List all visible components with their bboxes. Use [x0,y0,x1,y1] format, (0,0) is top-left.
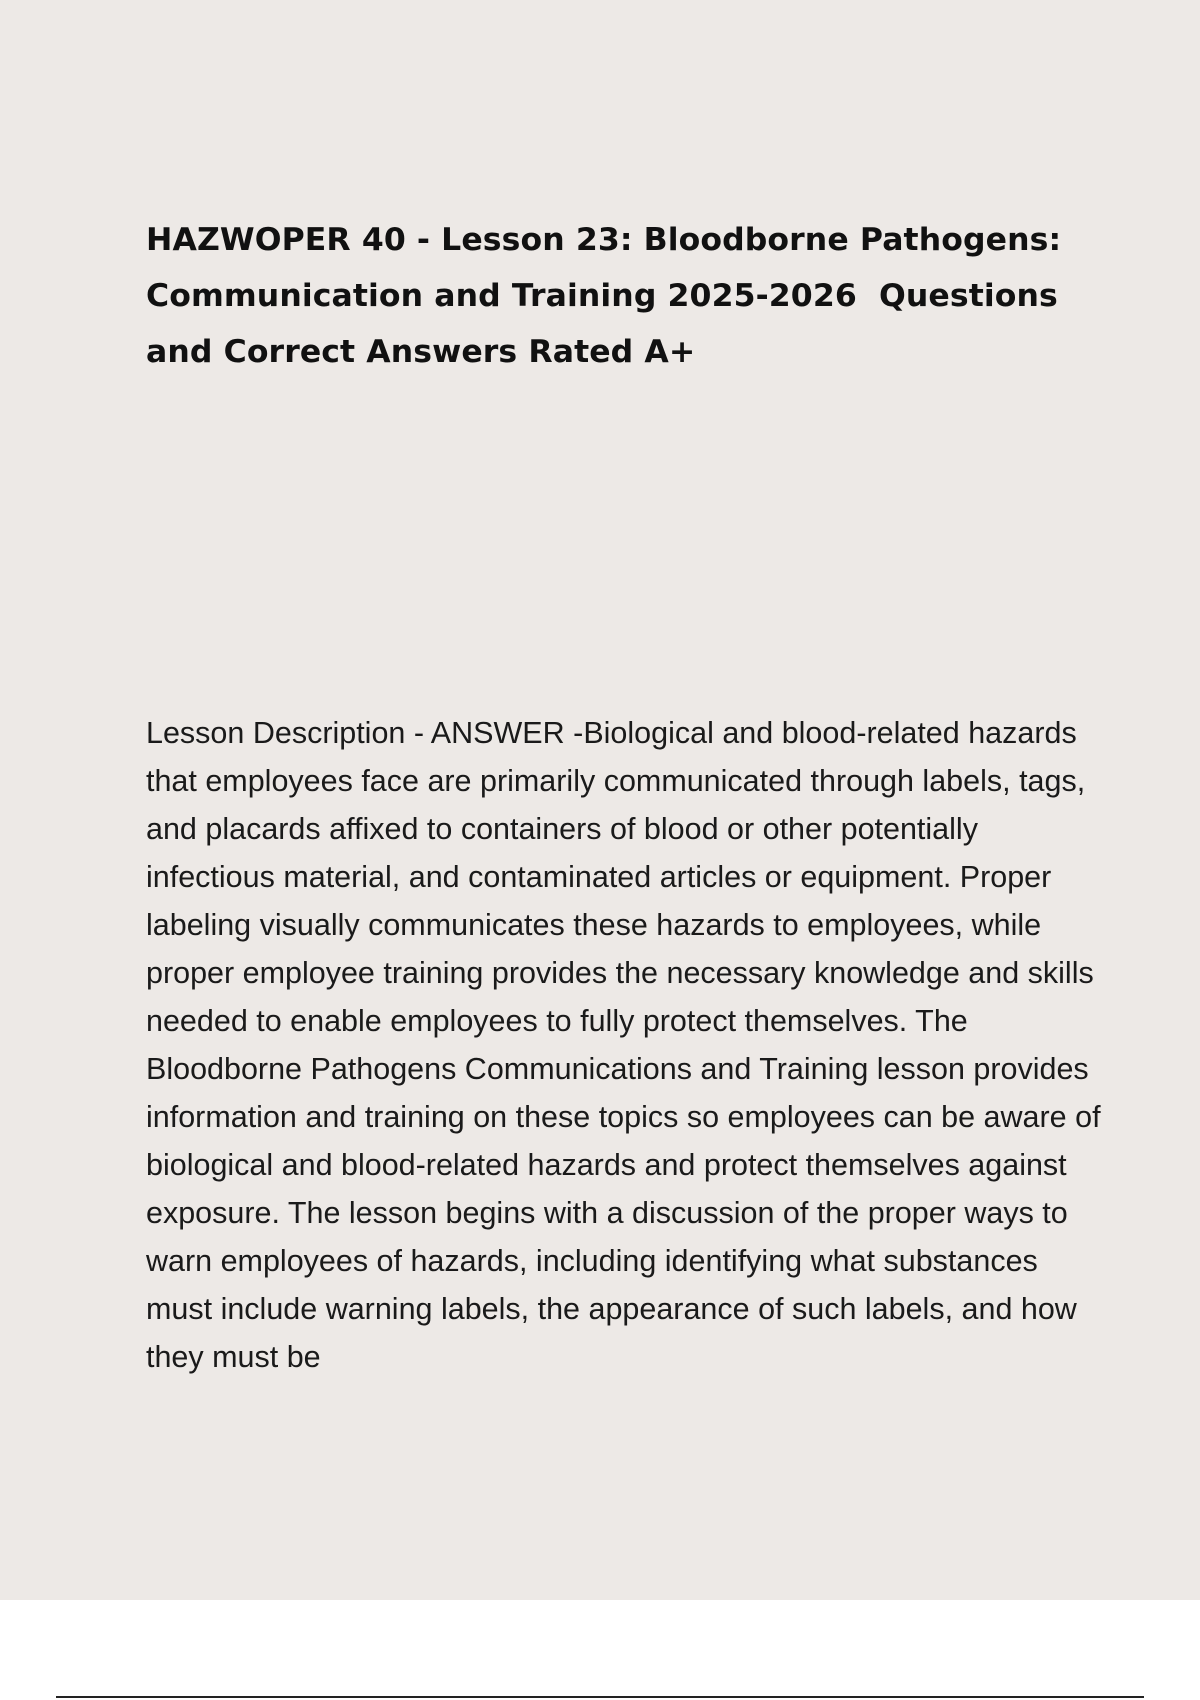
qa-answer: Biological and blood-related hazards that employees face are primarily communicated through labels, tags, and placards affixed to containers of blood or other potentially infectious material, and contaminated articles or equipment. Proper labeling visually communicates these hazards to employees, while proper employee training provides the necessary knowledge and skills needed to enable employees to fully protect themselves. The Bloodborne Pathogens Communications and Training lesson provides information and training on these topics so employees can be aware of biological and blood-related hazards and protect themselves against exposure. The lesson begins with a discussion of the proper ways to warn employees of hazards, including identifying what substances must include warning labels, the appearance of such labels, and how they must be [146,716,1101,1374]
answer-separator: - ANSWER - [405,716,584,750]
document-title: HAZWOPER 40 - Lesson 23: Bloodborne Pathogens: Communication and Training 2025-2026 Questions and Correct Answers Rated A+ [146,222,1073,370]
qa-entry [146,709,1106,1381]
qa-question: Lesson Description [146,716,406,750]
footer-divider [56,1696,1144,1698]
